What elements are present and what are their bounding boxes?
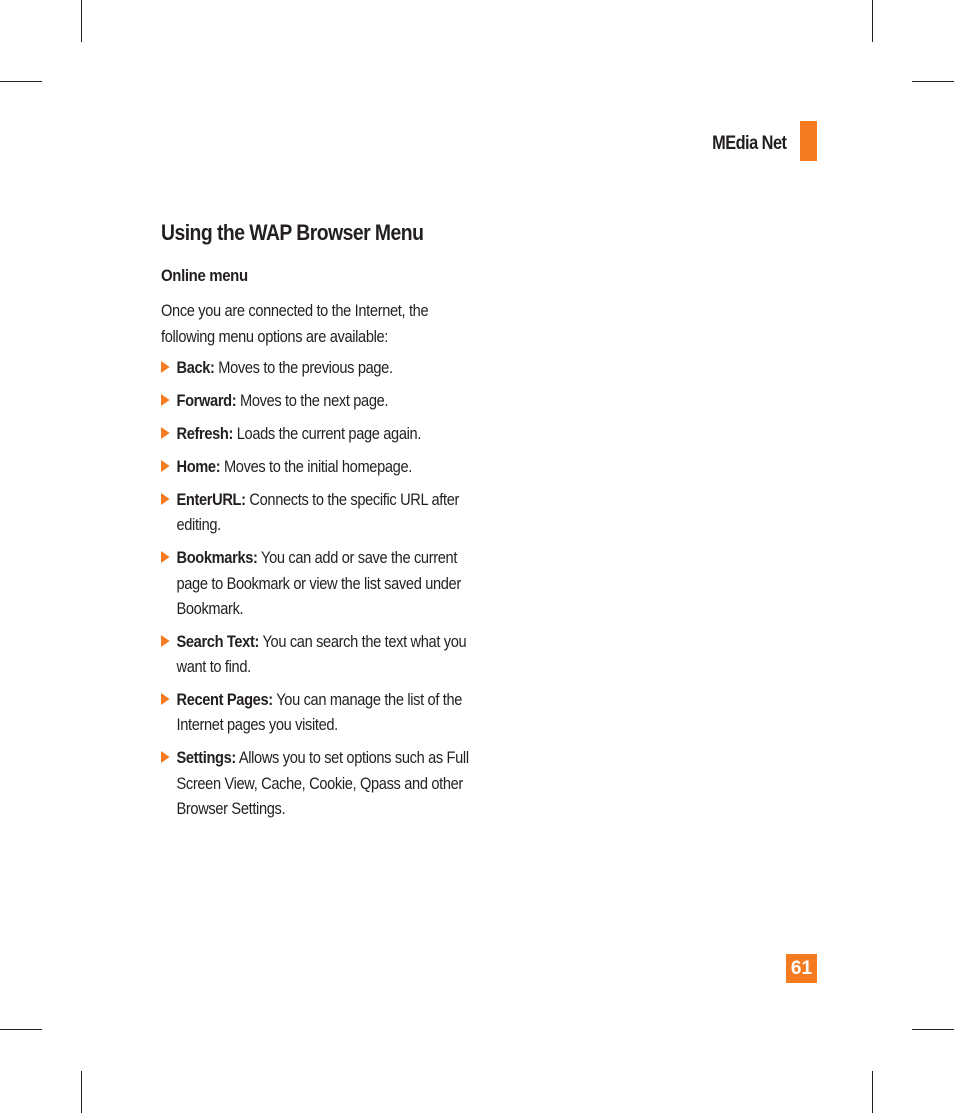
item-term: Settings: (176, 748, 236, 768)
item-description: Moves to the next page. (236, 390, 389, 410)
page-content (161, 218, 481, 829)
crop-mark-top-left-vertical (81, 0, 82, 42)
menu-options-list (161, 355, 479, 821)
item-description: Allows you to set options such as Full Screen View, Cache, Cookie, Qpass and other Browser Settings. (176, 748, 469, 818)
list-item-settings (161, 745, 479, 821)
crop-mark-top-left-horizontal (0, 81, 42, 82)
page-number: 61 (786, 954, 817, 983)
bullet-arrow-icon (161, 751, 170, 763)
bullet-arrow-icon (161, 361, 170, 373)
crop-mark-bottom-right-vertical (872, 1071, 873, 1113)
list-item-refresh (161, 421, 479, 446)
item-term: EnterURL: (176, 489, 246, 509)
list-item-home (161, 454, 479, 479)
intro-paragraph: Once you are connected to the Internet, the following menu options are available: (161, 301, 429, 346)
item-description: Moves to the previous page. (214, 358, 393, 377)
crop-mark-bottom-left-horizontal (0, 1029, 42, 1030)
item-description: You can search the text what you want to find. (176, 631, 467, 677)
item-term: Search Text: (176, 631, 260, 651)
list-item-enterurl (161, 487, 479, 538)
item-description: Moves to the initial homepage. (220, 456, 412, 476)
crop-mark-bottom-right-horizontal (912, 1029, 954, 1030)
page-title: Using the WAP Browser Menu (161, 220, 424, 245)
item-term: Back: (176, 358, 215, 377)
crop-mark-bottom-left-vertical (81, 1071, 82, 1113)
section-header: MEdia Net (711, 133, 786, 154)
item-term: Recent Pages: (176, 690, 273, 710)
item-description: You can manage the list of the Internet pages you visited. (176, 690, 463, 735)
bullet-arrow-icon (161, 635, 170, 647)
list-item-search-text (161, 629, 479, 680)
item-term: Bookmarks: (176, 548, 258, 568)
item-term: Forward: (176, 390, 237, 410)
list-item-forward (161, 388, 479, 413)
list-item-recent-pages (161, 687, 479, 738)
bullet-arrow-icon (161, 394, 170, 406)
item-term: Home: (176, 456, 221, 476)
crop-mark-top-right-horizontal (912, 81, 954, 82)
item-description: Loads the current page again. (233, 423, 422, 443)
bullet-arrow-icon (161, 493, 170, 505)
bullet-arrow-icon (161, 460, 170, 472)
list-item-bookmarks (161, 545, 479, 621)
subheading-online-menu: Online menu (161, 266, 248, 285)
item-description: Connects to the specific URL after editing. (176, 489, 460, 535)
list-item-back (161, 355, 479, 380)
item-description: You can add or save the current page to Bookmark or view the list saved under Bookmark. (176, 548, 461, 618)
crop-mark-top-right-vertical (872, 0, 873, 42)
bullet-arrow-icon (161, 693, 170, 705)
item-term: Refresh: (176, 423, 234, 443)
bullet-arrow-icon (161, 551, 170, 563)
section-tab-marker (800, 121, 817, 161)
bullet-arrow-icon (161, 427, 170, 439)
